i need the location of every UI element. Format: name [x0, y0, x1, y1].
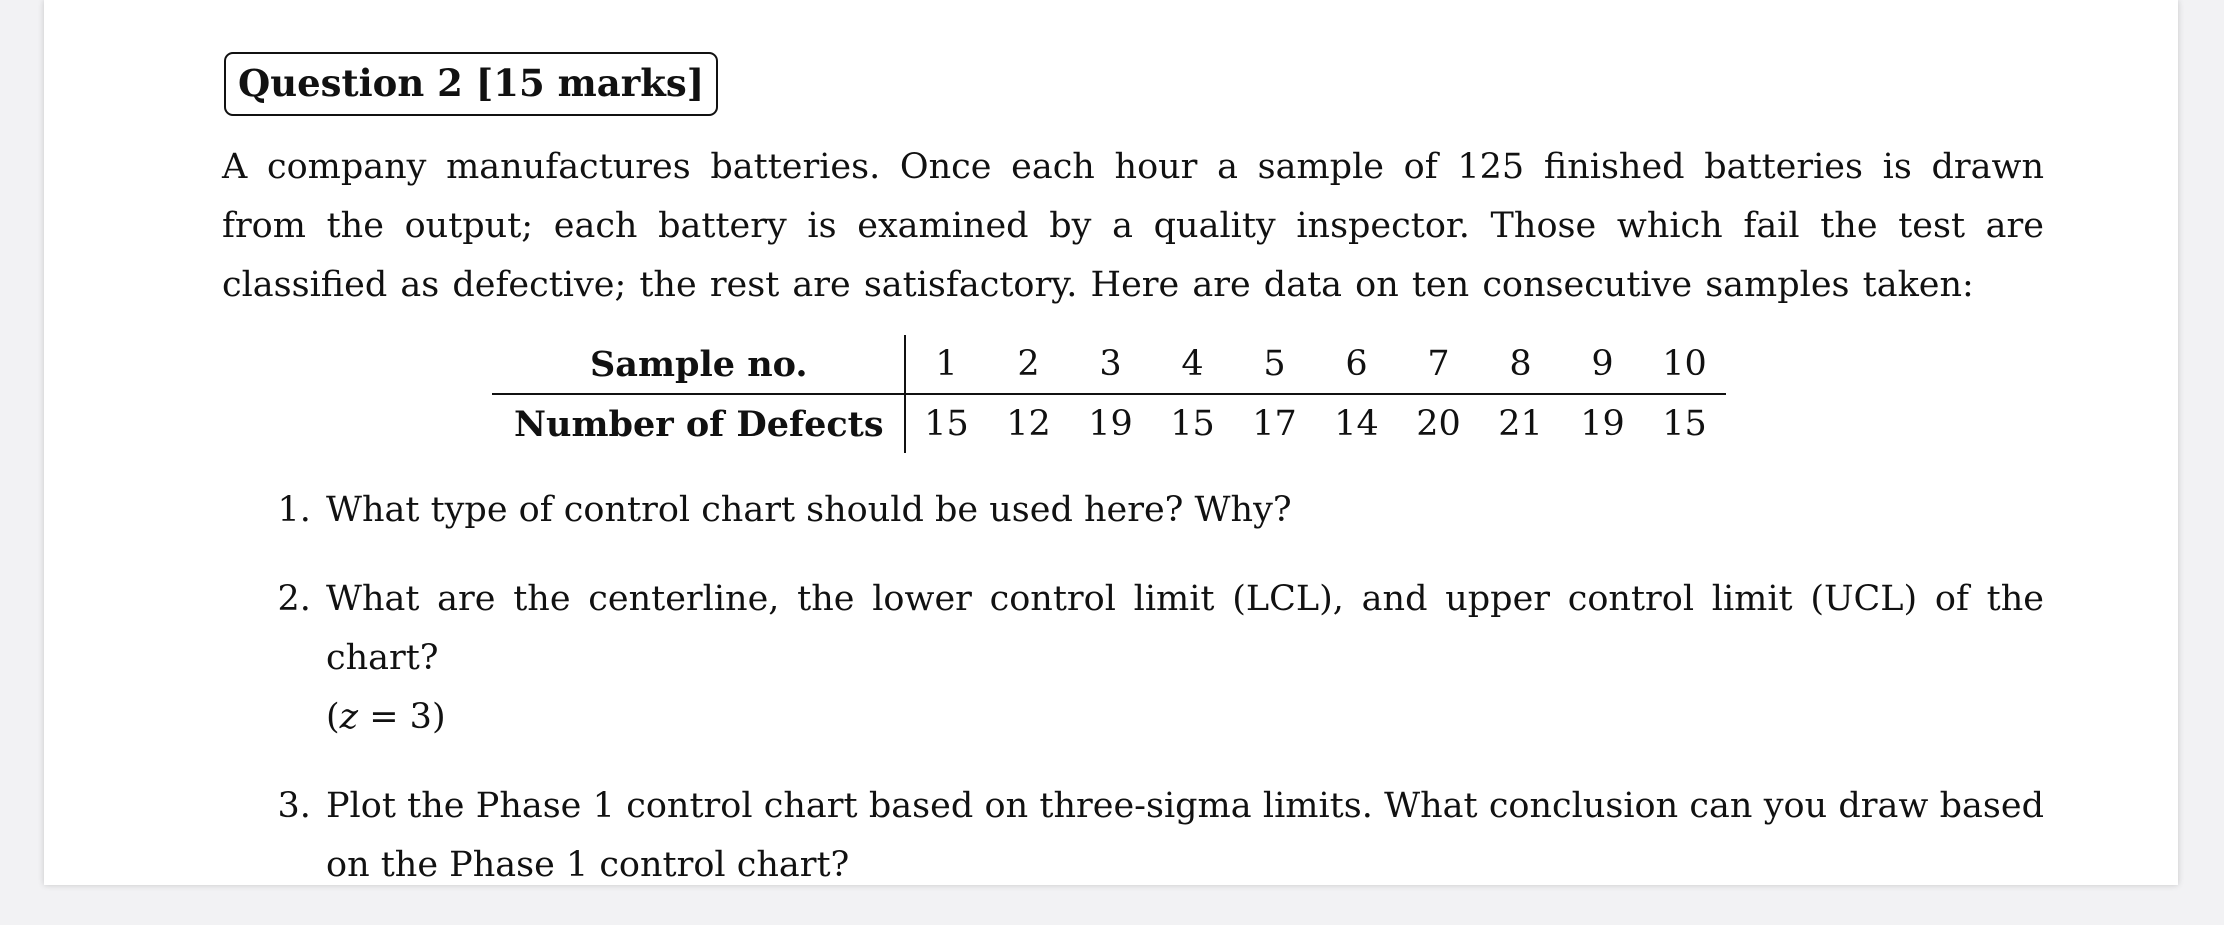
defects-cell: 14	[1334, 404, 1379, 444]
sample-number-cell: 8	[1480, 335, 1562, 394]
question-item-text: Plot the Phase 1 control chart based on three-sigma limits. What conclusion can you draw based on the Phase 1 control chart?	[326, 786, 2044, 885]
question-title: Question 2 [15 marks]	[238, 61, 705, 105]
question-item-1	[322, 481, 2044, 540]
sample-number-cell: 7	[1398, 335, 1480, 394]
sample-number-cell: 1	[905, 335, 988, 394]
sample-number-cell: 9	[1562, 335, 1644, 394]
question-item-2	[322, 570, 2044, 747]
defects-cell: 20	[1416, 404, 1461, 444]
row-header-sample-no: Sample no.	[492, 335, 905, 394]
defects-table	[492, 335, 1726, 453]
defects-cell: 15	[1170, 404, 1215, 444]
defects-table-wrapper	[492, 335, 2044, 453]
sample-number-row	[492, 335, 1726, 394]
defects-row	[492, 394, 1726, 453]
document-page	[44, 0, 2178, 885]
question-items-list	[222, 481, 2044, 895]
question-content	[222, 52, 2044, 925]
defects-cell: 15	[1662, 404, 1707, 444]
question-item-text: What are the centerline, the lower control limit (LCL), and upper control limit (UCL) of the chart?	[326, 579, 2044, 678]
sample-number-cell: 2	[988, 335, 1070, 394]
sample-number-cell: 4	[1152, 335, 1234, 394]
defects-cell: 19	[1088, 404, 1133, 444]
z-value-expression: (z = 3)	[326, 697, 446, 737]
question-item-text: What type of control chart should be used here? Why?	[326, 490, 1292, 530]
sample-number-cell: 10	[1644, 335, 1726, 394]
defects-cell: 21	[1498, 404, 1543, 444]
row-header-number-of-defects: Number of Defects	[492, 394, 905, 453]
intro-paragraph: A company manufactures batteries. Once each hour a sample of 125 finished batteries is drawn from the output; each battery is examined by a quality inspector. Those which fail the test are classified as defective; the rest are satisfactory. Here are data on ten consecutive samples taken:	[222, 147, 2044, 305]
defects-cell: 15	[924, 404, 969, 444]
sample-number-cell: 6	[1316, 335, 1398, 394]
defects-cell: 12	[1006, 404, 1051, 444]
sample-number-cell: 3	[1070, 335, 1152, 394]
defects-cell: 19	[1580, 404, 1625, 444]
question-item-3	[322, 777, 2044, 895]
question-title-box	[224, 52, 718, 116]
sample-number-cell: 5	[1234, 335, 1316, 394]
defects-cell: 17	[1252, 404, 1297, 444]
